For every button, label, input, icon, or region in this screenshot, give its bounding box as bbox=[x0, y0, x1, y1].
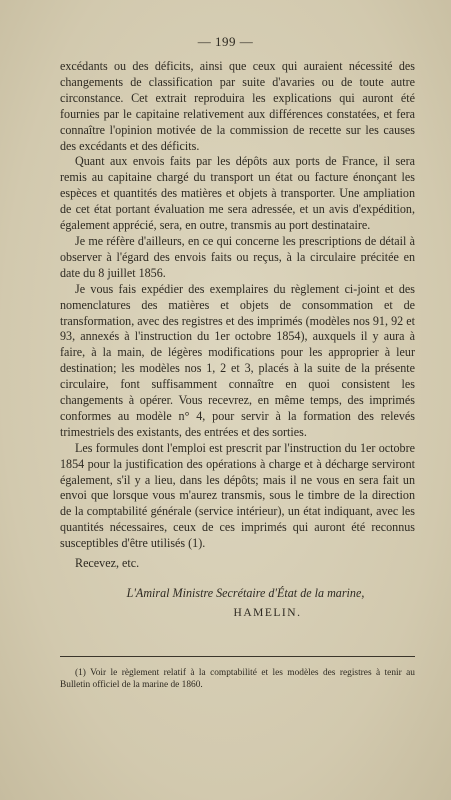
body-text bbox=[60, 59, 415, 622]
paragraph-continuation: excédants ou des déficits, ainsi que ceux qui auraient nécessité des changements de classification par suite d'avaries ou de toute autre circonstance. Cet extrait reproduira les explications qui auront été fournies par le capitaine relativement aux différences constatées, et fera connaître l'opinion motivée de la commission de recette sur les causes des excédants et des déficits. bbox=[60, 59, 415, 153]
paragraph-exemplaires: Je vous fais expédier des exemplaires du règlement ci-joint et des nomenclatures des matières et objets de consommation et de transformation, avec des registres et des imprimés (modèles nos 91, 92 et 93, annexés à l'instruction du 1er octobre 1854), auxquels il y aura à faire, à la main, de légères modifications pour les approprier à leur destination; les modèles nos 1, 2 et 3, placés à la suite de la présente circulaire, font suffisamment connaître en quoi consistent les changements à opérer. Vous recevrez, en même temps, des imprimés conformes au modèle n° 4, pour servir à la formation des relevés trimestriels des existants, des entrées et des sorties. bbox=[60, 281, 415, 439]
signature-name: HAMELIN. bbox=[233, 606, 302, 619]
footnote: (1) Voir le règlement relatif à la comptabilité et les modèles des registres à tenir au Bulletin officiel de la marine de 1860. bbox=[60, 668, 415, 690]
salutation: Recevez, etc. bbox=[75, 556, 140, 571]
paragraph-formules: Les formules dont l'emploi est prescrit par l'instruction du 1er octobre 1854 pour la justification des opérations à charge et à décharge serviront également, s'il y a lieu, dans les dépôts; mais il ne vous en sera fait un envoi que lorsque vous m'aurez transmis, sous le timbre de la direction de la comptabilité générale (service intérieur), un état indiquant, avec les quantités nécessaires, ceux de ces imprimés qui auront été reconnus susceptibles d'être utilisés (1). bbox=[60, 440, 415, 551]
paragraph-envois: Quant aux envois faits par les dépôts aux ports de France, il sera remis au capitaine chargé du transport un état ou facture énonçant les espèces et quantités des matières et objets à transporter. Une ampliation de cet état portant évaluation me sera adressée, et un avis d'expédition, également apprécié, sera, en outre, transmis au port destinataire. bbox=[60, 154, 415, 233]
signature-title: L'Amiral Ministre Secrétaire d'État de la marine, bbox=[126, 586, 365, 600]
footnote-divider bbox=[60, 656, 415, 657]
paragraph-reference: Je me réfère d'ailleurs, en ce qui concerne les prescriptions de détail à observer à l'égard des envois faits ou reçus, à la circulaire précitée en date du 8 juillet 1856. bbox=[60, 233, 415, 280]
page-number: — 199 — bbox=[197, 34, 254, 49]
